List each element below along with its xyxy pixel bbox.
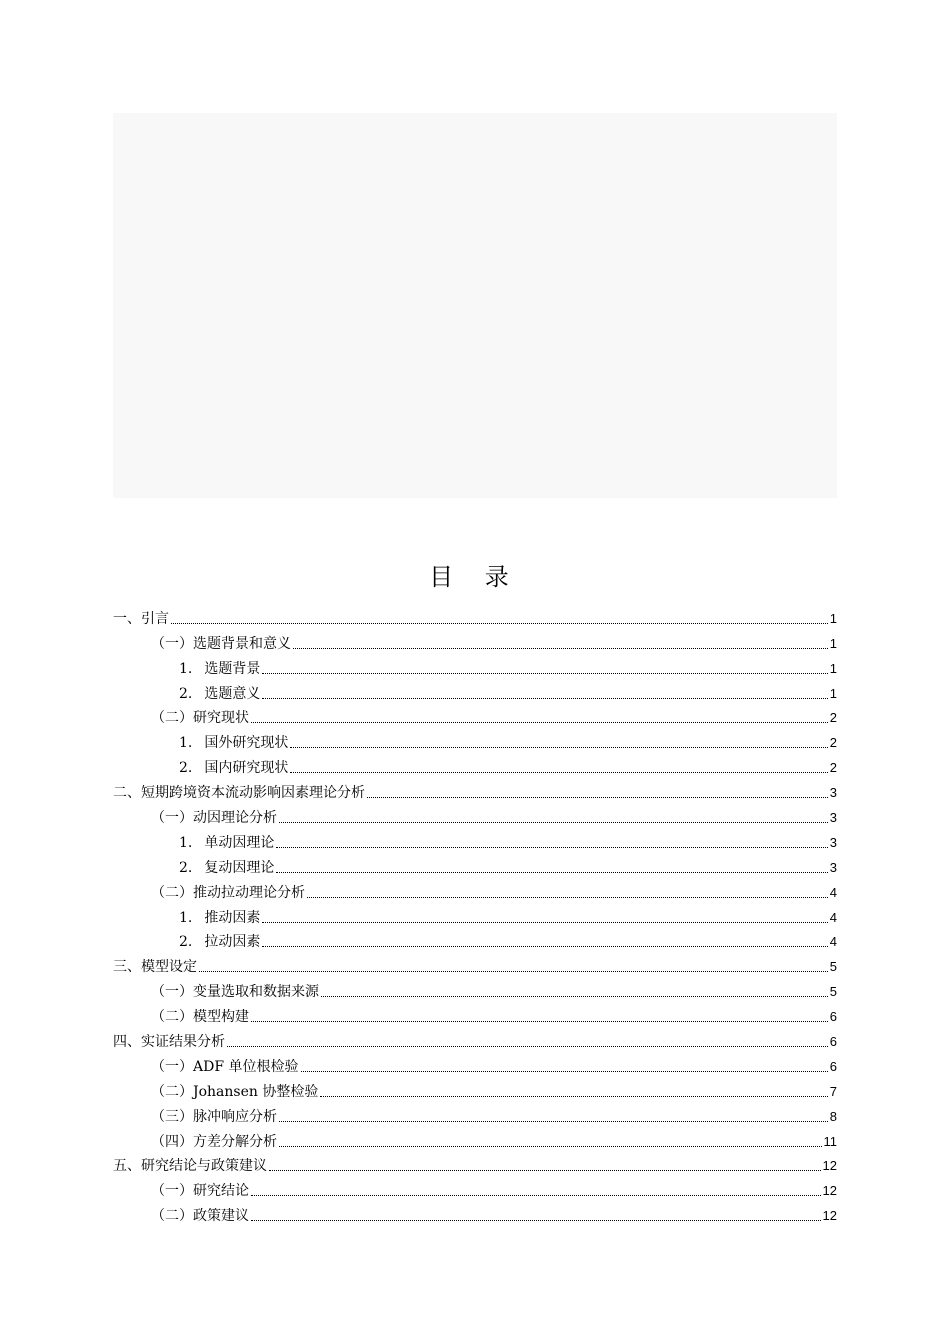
toc-entry-page: 12 [822, 1183, 837, 1199]
toc-entry-label: 拉动因素 [204, 934, 261, 951]
toc-entry-label: （二）Johansen 协整检验 [151, 1083, 319, 1100]
toc-entry[interactable] [113, 728, 837, 753]
toc-entry-page: 1 [829, 610, 837, 626]
toc-entry-number: 2. [179, 685, 193, 702]
toc-entry[interactable] [113, 1201, 837, 1226]
toc-entry-page: 3 [829, 834, 837, 850]
toc-entry-page: 2 [829, 735, 837, 751]
toc-entry-page: 3 [829, 859, 837, 875]
toc-entry-label: （一）动因理论分析 [151, 810, 277, 827]
toc-leader-dots [251, 1194, 821, 1196]
toc-leader-dots [269, 1169, 821, 1171]
toc-entry[interactable] [113, 1027, 837, 1052]
toc-entry-page: 1 [829, 660, 837, 676]
toc-entry-page: 5 [829, 959, 837, 975]
toc-entry-label: （二）政策建议 [151, 1208, 249, 1225]
toc-leader-dots [251, 1020, 828, 1022]
toc-entry-page: 6 [829, 1009, 837, 1025]
toc-entry[interactable] [113, 853, 837, 878]
toc-entry-label: 四、实证结果分析 [113, 1034, 225, 1051]
toc-leader-dots [321, 995, 828, 997]
toc-entry-page: 3 [829, 810, 837, 826]
toc-entry-label: （一）研究结论 [151, 1183, 249, 1200]
toc-entry-page: 12 [822, 1158, 837, 1174]
toc-leader-dots [262, 945, 827, 947]
toc-entry-page: 7 [829, 1083, 837, 1099]
toc-entry[interactable] [113, 654, 837, 679]
toc-entry[interactable] [113, 903, 837, 928]
toc-entry-page: 6 [829, 1058, 837, 1074]
toc-entry-label: 一、引言 [113, 610, 169, 627]
toc-entry-page: 8 [829, 1108, 837, 1124]
toc-entry-number: 1. [179, 834, 193, 851]
toc-entry[interactable] [113, 1127, 837, 1152]
toc-entry-label: （二）推动拉动理论分析 [151, 884, 305, 901]
toc-entry[interactable] [113, 1052, 837, 1077]
toc-entry[interactable] [113, 753, 837, 778]
toc-entry[interactable] [113, 1176, 837, 1201]
toc-leader-dots [279, 1145, 822, 1147]
toc-entry[interactable] [113, 1102, 837, 1127]
toc-entry[interactable] [113, 977, 837, 1002]
toc-leader-dots [279, 821, 828, 823]
toc-entry-page: 4 [829, 909, 837, 925]
toc-entry-page: 2 [829, 760, 837, 776]
toc-entry-number: 1. [179, 660, 193, 677]
toc-leader-dots [171, 622, 828, 624]
toc-leader-dots [293, 647, 828, 649]
toc-entry-page: 5 [829, 984, 837, 1000]
toc-entry[interactable] [113, 952, 837, 977]
toc-entry[interactable] [113, 778, 837, 803]
toc-entry-page: 4 [829, 934, 837, 950]
toc-entry[interactable] [113, 828, 837, 853]
toc-entry-number: 2. [179, 760, 193, 777]
toc-leader-dots [262, 921, 827, 923]
toc-entry-label: 选题背景 [204, 660, 261, 677]
table-of-contents [113, 604, 837, 1226]
toc-entry[interactable] [113, 1152, 837, 1177]
toc-entry-page: 2 [829, 710, 837, 726]
toc-entry-label: （四）方差分解分析 [151, 1133, 277, 1150]
toc-entry-page: 3 [829, 785, 837, 801]
toc-entry-label: （一）变量选取和数据来源 [151, 984, 319, 1001]
toc-leader-dots [276, 846, 827, 848]
toc-leader-dots [290, 746, 827, 748]
toc-entry-label: 单动因理论 [204, 834, 275, 851]
toc-entry-label: 二、短期跨境资本流动影响因素理论分析 [113, 785, 365, 802]
toc-entry-page: 1 [829, 685, 837, 701]
toc-entry-label: （三）脉冲响应分析 [151, 1108, 277, 1125]
toc-entry[interactable] [113, 629, 837, 654]
toc-entry[interactable] [113, 803, 837, 828]
toc-leader-dots [290, 771, 827, 773]
toc-entry-label: 国内研究现状 [204, 760, 289, 777]
toc-entry-page: 11 [823, 1133, 837, 1149]
toc-entry[interactable] [113, 1077, 837, 1102]
toc-entry[interactable] [113, 1002, 837, 1027]
toc-entry-label: 三、模型设定 [113, 959, 197, 976]
toc-entry-page: 4 [829, 884, 837, 900]
toc-entry[interactable] [113, 679, 837, 704]
toc-leader-dots [279, 1120, 828, 1122]
toc-entry-label: （一）选题背景和意义 [151, 635, 291, 652]
toc-entry-label: 推动因素 [204, 909, 261, 926]
toc-entry-page: 12 [822, 1208, 837, 1224]
toc-entry-label: （一）ADF 单位根检验 [151, 1058, 299, 1075]
toc-entry[interactable] [113, 928, 837, 953]
toc-entry-label: 国外研究现状 [204, 735, 289, 752]
toc-leader-dots [320, 1095, 827, 1097]
toc-leader-dots [367, 796, 828, 798]
toc-leader-dots [276, 871, 827, 873]
toc-entry-label: （二）研究现状 [151, 710, 249, 727]
toc-entry-label: （二）模型构建 [151, 1009, 249, 1026]
toc-leader-dots [251, 1219, 821, 1221]
toc-entry-number: 2. [179, 859, 193, 876]
image-placeholder [113, 113, 837, 498]
toc-leader-dots [262, 697, 827, 699]
toc-entry[interactable] [113, 604, 837, 629]
toc-leader-dots [262, 672, 827, 674]
toc-entry[interactable] [113, 878, 837, 903]
toc-entry-number: 2. [179, 934, 193, 951]
toc-leader-dots [307, 896, 828, 898]
toc-title: 目 录 [429, 563, 521, 591]
toc-leader-dots [301, 1070, 828, 1072]
toc-entry-label: 选题意义 [204, 685, 261, 702]
toc-entry-number: 1. [179, 909, 193, 926]
toc-leader-dots [227, 1045, 828, 1047]
toc-entry-page: 1 [829, 635, 837, 651]
toc-entry-number: 1. [179, 735, 193, 752]
toc-leader-dots [199, 970, 828, 972]
toc-leader-dots [251, 721, 828, 723]
toc-entry-label: 复动因理论 [204, 859, 275, 876]
toc-entry-label: 五、研究结论与政策建议 [113, 1158, 267, 1175]
toc-entry[interactable] [113, 704, 837, 729]
toc-entry-page: 6 [829, 1034, 837, 1050]
